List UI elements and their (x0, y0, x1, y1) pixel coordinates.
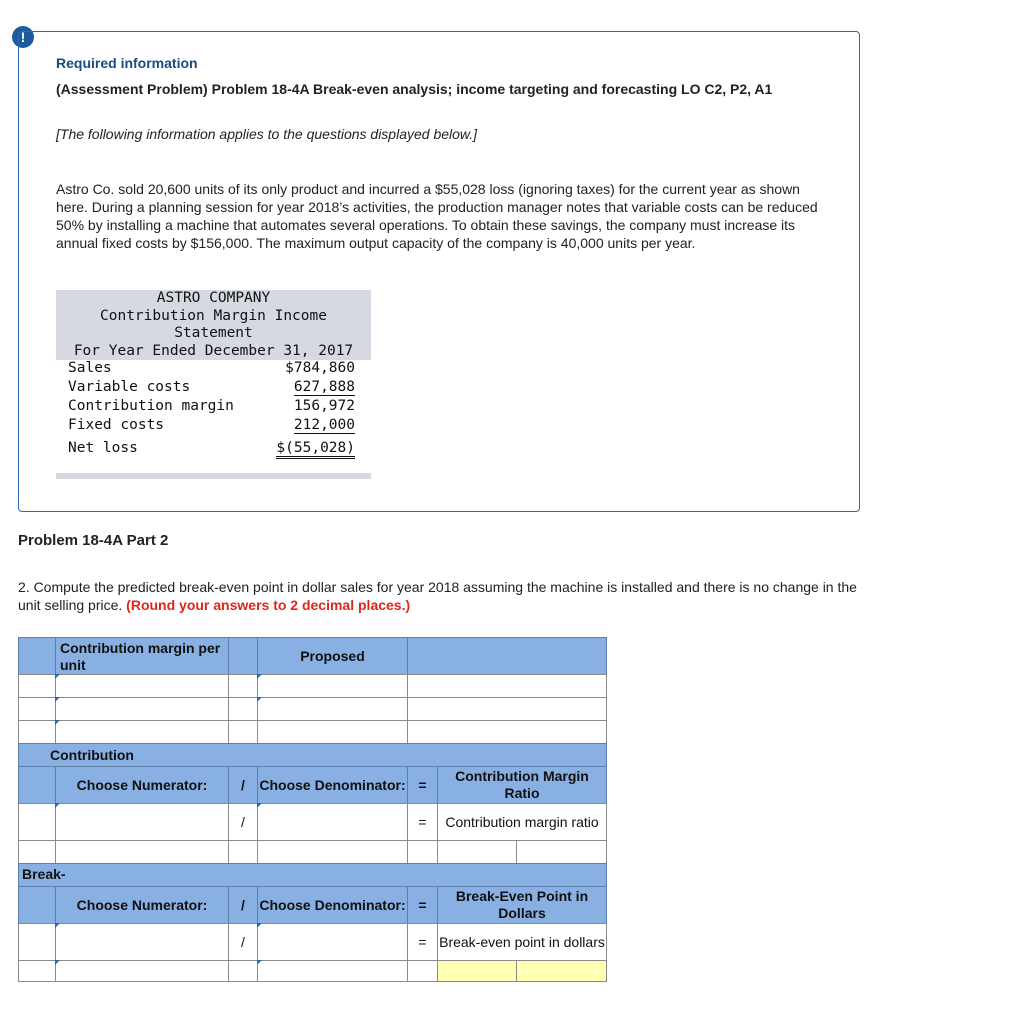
income-statement (56, 290, 371, 480)
question-body: 2. Compute the predicted break-even point in dollar sales for year 2018 assuming the machine is installed and there is no change in the unit selling price. (18, 579, 857, 613)
table-cell (407, 720, 607, 744)
statement-label: Fixed costs (68, 417, 165, 433)
breakeven-answer-cell[interactable] (437, 960, 517, 982)
table-cell (437, 840, 517, 864)
rounding-instruction: (Round your answers to 2 decimal places.) (126, 597, 411, 613)
table-cell (18, 803, 56, 841)
statement-row (56, 379, 371, 398)
table-cell (228, 960, 258, 982)
equals-sign: = (407, 766, 438, 804)
assessment-title: (Assessment Problem) Problem 18-4A Break-even analysis; income targeting and forecasting LO C2, P2, A1 (56, 81, 773, 97)
info-note: [The following information applies to the questions displayed below.] (56, 126, 478, 142)
cm-ratio-result-header: Contribution Margin Ratio (437, 766, 607, 804)
choose-numerator-label: Choose Numerator: (55, 886, 229, 924)
breakeven-result-label: Break-even point in dollars (437, 923, 607, 961)
cm-label-input[interactable] (55, 720, 229, 744)
table-cell (18, 697, 56, 721)
header-cell (407, 637, 607, 675)
statement-value: 212,000 (293, 417, 355, 433)
cm-per-unit-header: Contribution margin per unit (55, 637, 229, 675)
statement-value: $784,860 (285, 360, 355, 376)
statement-label: Sales (68, 360, 112, 376)
cm-ratio-answer-cell[interactable] (516, 840, 607, 864)
table-cell (407, 840, 438, 864)
proposed-input[interactable] (257, 674, 408, 698)
statement-value: $(55,028) (276, 440, 355, 459)
divide-sign: / (228, 766, 258, 804)
proposed-header: Proposed (257, 637, 408, 675)
breakeven-answer-cell[interactable] (516, 960, 607, 982)
header-cell (18, 766, 56, 804)
breakeven-denominator-input[interactable] (257, 923, 408, 961)
alert-icon: ! (12, 26, 34, 48)
statement-row (56, 417, 371, 436)
table-cell (55, 840, 229, 864)
breakeven-denominator-value-input[interactable] (257, 960, 408, 982)
statement-value: 156,972 (293, 398, 355, 414)
equals-sign: = (407, 803, 438, 841)
table-cell (257, 840, 408, 864)
divide-sign: / (228, 923, 258, 961)
breakeven-numerator-input[interactable] (55, 923, 229, 961)
statement-value: 627,888 (293, 379, 355, 395)
divide-sign: / (228, 886, 258, 924)
statement-period: For Year Ended December 31, 2017 (73, 342, 354, 359)
cm-ratio-numerator-input[interactable] (55, 803, 229, 841)
statement-row (56, 398, 371, 417)
cm-label-input[interactable] (55, 697, 229, 721)
statement-row (56, 360, 371, 379)
table-cell (228, 720, 258, 744)
header-cell (18, 637, 56, 675)
cm-label-input[interactable] (55, 674, 229, 698)
table-cell (228, 674, 258, 698)
statement-title-line1: Contribution Margin Income (100, 307, 327, 324)
statement-footer-bar (56, 473, 371, 479)
statement-header (56, 290, 371, 360)
cm-ratio-denominator-input[interactable] (257, 803, 408, 841)
table-cell (407, 960, 438, 982)
table-cell (228, 840, 258, 864)
statement-label: Net loss (68, 440, 138, 456)
breakeven-section-title: Break- (22, 866, 66, 882)
statement-title-line2: Statement (174, 325, 253, 341)
required-info-title: Required information (56, 55, 198, 71)
cm-ratio-result-label: Contribution margin ratio (437, 803, 607, 841)
breakeven-numerator-value-input[interactable] (55, 960, 229, 982)
breakeven-section-bar (18, 863, 607, 887)
divide-sign: / (228, 803, 258, 841)
choose-denominator-label: Choose Denominator: (257, 886, 408, 924)
statement-label: Variable costs (68, 379, 191, 395)
header-cell (228, 637, 258, 675)
part-title: Problem 18-4A Part 2 (18, 532, 169, 549)
table-cell (18, 674, 56, 698)
equals-sign: = (407, 923, 438, 961)
statement-label: Contribution margin (68, 398, 234, 414)
statement-company: ASTRO COMPANY (156, 290, 271, 306)
choose-denominator-label: Choose Denominator: (257, 766, 408, 804)
table-cell (257, 720, 408, 744)
choose-numerator-label: Choose Numerator: (55, 766, 229, 804)
table-cell (18, 720, 56, 744)
statement-row (56, 440, 371, 459)
table-cell (18, 960, 56, 982)
problem-text: Astro Co. sold 20,600 units of its only product and incurred a $55,028 loss (ignoring taxes) for the current year as shown here. During a planning session for year 2018’s activities, the production manager notes that variable costs can be reduced 50% by installing a machine that automates several operations. To obtain these savings, the company must increase its annual fixed costs by $156,000. The maximum output capacity of the company is 40,000 units per year. (56, 181, 818, 251)
question-text (18, 578, 868, 614)
table-cell (18, 923, 56, 961)
table-cell (407, 697, 607, 721)
table-cell (228, 697, 258, 721)
equals-sign: = (407, 886, 438, 924)
header-cell (18, 886, 56, 924)
breakeven-result-header: Break-Even Point in Dollars (437, 886, 607, 924)
table-cell (18, 840, 56, 864)
cm-ratio-section-title: Contribution (50, 747, 134, 763)
proposed-input[interactable] (257, 697, 408, 721)
table-cell (407, 674, 607, 698)
